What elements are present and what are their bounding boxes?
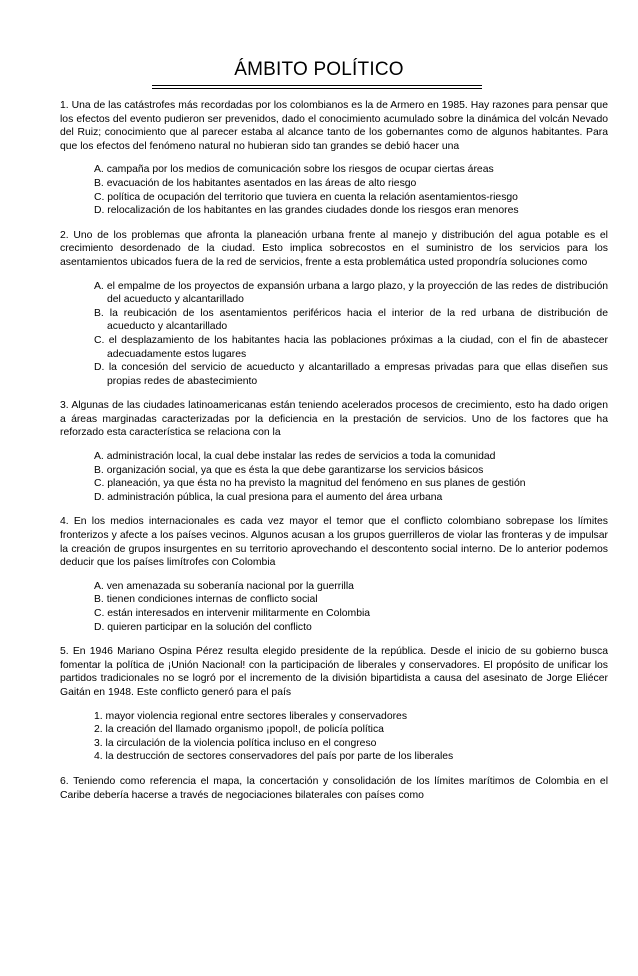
question-1-option-a: A. campaña por los medios de comunicación sobre los riesgos de ocupar ciertas áreas: [94, 164, 494, 176]
question-5-options: [60, 710, 608, 764]
question-1-option-d: D. relocalización de los habitantes en las grandes ciudades donde los riesgos eran menores: [94, 205, 519, 217]
question-2-option-b: B. la reubicación de los asentamientos periféricos hacia el interior de la red urbana de distribución de acueducto y alcantarillado: [94, 307, 608, 333]
page-title: ÁMBITO POLÍTICO: [234, 59, 404, 80]
question-4-option-c: C. están interesados en intervenir militarmente en Colombia: [94, 608, 371, 619]
question-2-option-c: C. el desplazamiento de los habitantes hacia las poblaciones próximas a la ciudad, con el fin de abastecer adecuadamente estos lugares: [94, 334, 608, 360]
question-3-option-d: D. administración pública, la cual presiona para el aumento del área urbana: [94, 491, 443, 503]
question-4-option-a: A. ven amenazada su soberanía nacional por la guerrilla: [94, 580, 354, 592]
question-3-text: 3. Algunas de las ciudades latinoamericanas están teniendo acelerados procesos de crecimiento, esto ha dado origen a áreas marginadas caracterizadas por la deficiencia en la prestación de servicios. Uno de los factores que ha reforzado esta característica se relaciona con la: [60, 400, 608, 439]
question-1-options: [60, 163, 608, 217]
question-1-text: 1. Una de las catástrofes más recordadas por los colombianos es la de Armero en 1985. Hay razones para pensar que los efectos del evento pudieron ser prevenidos, dado el conocimiento acumulado sobre la dinámica del volcán Nevado del Ruiz; conocimiento que al parecer estaba al alcance tanto de los gobernantes como de algunos habitantes. Para que los efectos del fenómeno natural no hubieran sido tan grandes se debió hacer una: [60, 100, 608, 152]
question-5-option-4: 4. la destrucción de sectores conservadores del país por parte de los liberales: [94, 751, 454, 763]
question-5-option-3: 3. la circulación de la violencia política incluso en el congreso: [94, 737, 377, 749]
question-3-option-a: A. administración local, la cual debe instalar las redes de servicios a toda la comunidad: [94, 451, 496, 463]
question-4-options: [60, 580, 608, 634]
question-3-options: [60, 450, 608, 504]
question-2-text: 2. Uno de los problemas que afronta la planeación urbana frente al manejo y distribución del agua potable es el crecimiento desordenado de la ciudad. Esto implica sobrecostos en el suministro de los servicios para los asentamientos ubicados fuera de la red de servicios, frente a esta problemática usted propondría soluciones como: [60, 229, 608, 268]
question-4-text: 4. En los medios internacionales es cada vez mayor el temor que el conflicto colombiano sobrepase los límites fronterizos y afecte a los países vecinos. Algunos acusan a los grupos guerrilleros de violar las fronteras y de impulsar la creación de grupos insurgentes en su territorio aprovechando el descontento social interno. De lo anterior podemos deducir que los países limítrofes con Colombia: [60, 516, 608, 569]
question-2-option-a: A. el empalme de los proyectos de expansión urbana a largo plazo, y la proyección de las redes de distribución del acueducto y alcantarillado: [94, 280, 608, 306]
question-4-option-b: B. tienen condiciones internas de conflicto social: [94, 594, 318, 606]
questions-container: [60, 99, 608, 812]
title-underline: [152, 85, 482, 89]
question-6-text: 6. Teniendo como referencia el mapa, la concertación y consolidación de los límites marítimos de Colombia en el Caribe debería hacerse a través de negociaciones bilaterales con países como: [60, 775, 608, 801]
question-1-option-c: C. política de ocupación del territorio que tuviera en cuenta la relación asentamientos-riesgo: [94, 191, 518, 203]
question-4-option-d: D. quieren participar en la solución del conflicto: [94, 621, 312, 633]
question-5-option-2: 2. la creación del llamado organismo ¡popol!, de policía política: [94, 724, 384, 736]
question-2-option-d: D. la concesión del servicio de acueducto y alcantarillado a empresas privadas para que ellas diseñen sus propias redes de abastecimiento: [94, 362, 608, 387]
question-3-option-b: B. organización social, ya que es ésta la que debe garantizarse los servicios básicos: [94, 464, 484, 476]
question-3-option-c: C. planeación, ya que ésta no ha previsto la magnitud del fenómeno en sus planes de gestión: [94, 478, 526, 490]
question-1-option-b: B. evacuación de los habitantes asentados en las áreas de alto riesgo: [94, 177, 417, 189]
question-5-option-1: 1. mayor violencia regional entre sectores liberales y conservadores: [94, 710, 408, 722]
question-5-text: 5. En 1946 Mariano Ospina Pérez resulta elegido presidente de la república. Desde el inicio de su gobierno busca fomentar la política de ¡Unión Nacional! con la participación de liberales y conservadores. El propósito de unificar los partidos tradicionales no se logró por el incremento de la división bipartidista a causa del asesinato de Jorge Eliécer Gaitán en 1948. Este conflicto generó para el país: [60, 646, 608, 698]
question-2-options: [60, 280, 608, 389]
